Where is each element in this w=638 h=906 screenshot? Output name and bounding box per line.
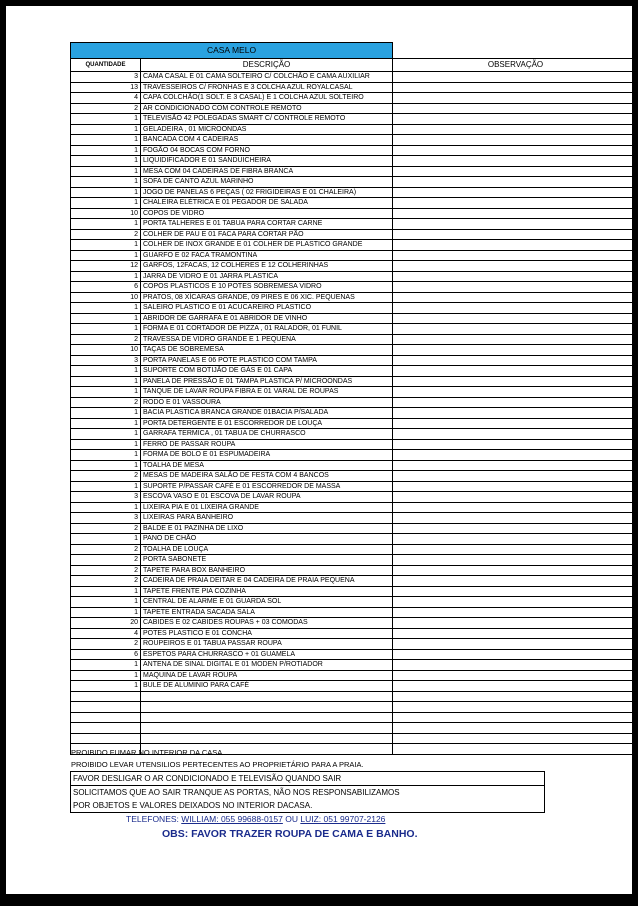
item-observation — [393, 397, 638, 408]
item-description: SOFA DE CANTO AZUL MARINHO — [141, 177, 393, 188]
item-row — [71, 82, 638, 93]
item-quantity: 3 — [71, 72, 141, 83]
item-observation — [393, 523, 638, 534]
item-row — [71, 681, 638, 692]
item-row — [71, 460, 638, 471]
item-description: PANELA DE PRESSÃO E 01 TAMPA PLASTICA P/ MICROONDAS — [141, 376, 393, 387]
item-observation — [393, 513, 638, 524]
inventory-page — [6, 6, 632, 894]
item-quantity: 6 — [71, 282, 141, 293]
item-description: BALDE E 01 PAZINHA DE LIXO — [141, 523, 393, 534]
item-observation — [393, 723, 638, 734]
item-row — [71, 282, 638, 293]
item-description: ESCOVA VASO E 01 ESCOVA DE LAVAR ROUPA — [141, 492, 393, 503]
item-observation — [393, 429, 638, 440]
item-observation — [393, 534, 638, 545]
item-quantity — [71, 712, 141, 723]
item-row — [71, 534, 638, 545]
item-row — [71, 93, 638, 104]
item-observation — [393, 691, 638, 702]
item-row — [71, 660, 638, 671]
item-observation — [393, 177, 638, 188]
item-quantity: 3 — [71, 492, 141, 503]
item-quantity: 1 — [71, 156, 141, 167]
item-description: COLHER DE INOX GRANDE E 01 COLHER DE PLASTICO GRANDE — [141, 240, 393, 251]
item-quantity: 4 — [71, 93, 141, 104]
item-row — [71, 492, 638, 503]
item-observation — [393, 607, 638, 618]
item-row — [71, 618, 638, 629]
item-quantity: 1 — [71, 303, 141, 314]
item-quantity: 1 — [71, 439, 141, 450]
item-quantity: 1 — [71, 114, 141, 125]
item-observation — [393, 639, 638, 650]
item-row — [71, 229, 638, 240]
item-description: PORTA PANELAS E 06 POTE PLASTICO COM TAMPA — [141, 355, 393, 366]
item-description: POTES PLASTICO E 01 CONCHA — [141, 628, 393, 639]
item-row — [71, 313, 638, 324]
item-description: ESPETOS PARA CHURRASCO + 01 GUAMELA — [141, 649, 393, 660]
item-quantity: 1 — [71, 607, 141, 618]
item-quantity: 1 — [71, 376, 141, 387]
item-description — [141, 691, 393, 702]
phones-label: TELEFONES: — [126, 814, 181, 824]
item-description: AR CONDICIONADO COM CONTROLE REMOTO — [141, 103, 393, 114]
item-description: CAMA CASAL E 01 CAMA SOLTEIRO C/ COLCHÃO E CAMA AUXILIAR — [141, 72, 393, 83]
item-row — [71, 103, 638, 114]
item-description: PORTA TALHERES E 01 TABUA PARA CORTAR CARNE — [141, 219, 393, 230]
item-observation — [393, 124, 638, 135]
notice-box — [70, 771, 545, 813]
item-observation — [393, 471, 638, 482]
item-description: CHALEIRA ELÉTRICA E 01 PEGADOR DE SALADA — [141, 198, 393, 209]
item-quantity: 1 — [71, 450, 141, 461]
notes-section — [70, 747, 546, 813]
item-description: TAPETE FRENTE PIA COZINHA — [141, 586, 393, 597]
item-observation — [393, 334, 638, 345]
item-observation — [393, 376, 638, 387]
item-observation — [393, 712, 638, 723]
item-row — [71, 670, 638, 681]
item-row — [71, 481, 638, 492]
item-row — [71, 366, 638, 377]
item-row — [71, 418, 638, 429]
item-quantity: 1 — [71, 366, 141, 377]
item-observation — [393, 544, 638, 555]
item-row — [71, 334, 638, 345]
item-description: MESA COM 04 CADEIRAS DE FIBRA BRANCA — [141, 166, 393, 177]
item-row — [71, 114, 638, 125]
item-observation — [393, 240, 638, 251]
item-row — [71, 187, 638, 198]
item-description: TOALHA DE MESA — [141, 460, 393, 471]
item-quantity: 20 — [71, 618, 141, 629]
header-row — [71, 59, 638, 72]
item-description — [141, 712, 393, 723]
william-phone: WILLIAM: 055 99688-0157 — [181, 814, 283, 824]
item-row — [71, 450, 638, 461]
item-quantity: 10 — [71, 208, 141, 219]
item-description: COPOS DE VIDRO — [141, 208, 393, 219]
item-observation — [393, 576, 638, 587]
item-description: MAQUINA DE LAVAR ROUPA — [141, 670, 393, 681]
luiz-phone: LUIZ: 051 99707-2126 — [300, 814, 385, 824]
item-row — [71, 303, 638, 314]
item-observation — [393, 492, 638, 503]
item-quantity: 1 — [71, 219, 141, 230]
item-description: CADEIRA DE PRAIA DEITAR E 04 CADEIRA DE PRAIA PEQUENA — [141, 576, 393, 587]
item-row — [71, 607, 638, 618]
item-observation — [393, 93, 638, 104]
item-observation — [393, 261, 638, 272]
item-row — [71, 429, 638, 440]
item-observation — [393, 355, 638, 366]
item-description: TAPETE ENTRADA SACADA SALA — [141, 607, 393, 618]
header-description: DESCRIÇÃO — [141, 59, 393, 72]
item-quantity: 1 — [71, 250, 141, 261]
item-description: GUARFO E 02 FACA TRAMONTINA — [141, 250, 393, 261]
item-observation — [393, 565, 638, 576]
item-row — [71, 198, 638, 209]
item-observation — [393, 72, 638, 83]
item-row — [71, 124, 638, 135]
item-quantity: 1 — [71, 408, 141, 419]
item-description: ANTENA DE SINAL DIGITAL E 01 MODEN P/ROTIADOR — [141, 660, 393, 671]
item-observation — [393, 628, 638, 639]
title-blank-cell — [393, 43, 638, 59]
item-description: SUPORTE COM BOTIJÃO DE GÁS E 01 CAPA — [141, 366, 393, 377]
item-description — [141, 702, 393, 713]
no-smoking-note: PROIBIDO FUMAR NO INTERIOR DA CASA — [70, 747, 546, 759]
item-quantity: 1 — [71, 429, 141, 440]
item-observation — [393, 366, 638, 377]
item-observation — [393, 481, 638, 492]
item-quantity: 1 — [71, 145, 141, 156]
item-observation — [393, 114, 638, 125]
item-quantity: 1 — [71, 313, 141, 324]
item-observation — [393, 198, 638, 209]
item-quantity — [71, 723, 141, 734]
item-quantity: 2 — [71, 523, 141, 534]
item-description — [141, 733, 393, 744]
item-row — [71, 345, 638, 356]
item-quantity: 1 — [71, 418, 141, 429]
no-utensils-note: PROIBIDO LEVAR UTENSILIOS PERTECENTES AO PROPRIETÁRIO PARA A PRAIA. — [70, 759, 546, 771]
bedding-note: OBS: FAVOR TRAZER ROUPA DE CAMA E BANHO. — [162, 828, 418, 840]
item-row — [71, 597, 638, 608]
empty-row — [71, 691, 638, 702]
liability-notice: POR OBJETOS E VALORES DEIXADOS NO INTERIOR DACASA. — [71, 799, 544, 812]
item-observation — [393, 156, 638, 167]
item-observation — [393, 187, 638, 198]
item-description: PRATOS, 08 XÍCARAS GRANDE, 09 PIRES E 06 XIC. PEQUENAS — [141, 292, 393, 303]
item-quantity — [71, 702, 141, 713]
item-row — [71, 250, 638, 261]
item-description: PORTA DETERGENTE E 01 ESCORREDOR DE LOUÇA — [141, 418, 393, 429]
item-row — [71, 376, 638, 387]
item-observation — [393, 660, 638, 671]
item-quantity: 2 — [71, 229, 141, 240]
item-quantity: 2 — [71, 544, 141, 555]
item-row — [71, 439, 638, 450]
item-quantity: 4 — [71, 628, 141, 639]
item-row — [71, 586, 638, 597]
item-observation — [393, 135, 638, 146]
item-description: PORTA SABONETE — [141, 555, 393, 566]
item-description: TANQUE DE LAVAR ROUPA FIBRA E 01 VARAL DE ROUPAS — [141, 387, 393, 398]
item-description: TRAVESSEIROS C/ FRONHAS E 3 COLCHA AZUL ROYALCASAL — [141, 82, 393, 93]
item-observation — [393, 555, 638, 566]
item-quantity: 2 — [71, 565, 141, 576]
item-description: FERRO DE PASSAR ROUPA — [141, 439, 393, 450]
empty-row — [71, 712, 638, 723]
item-description: CENTRAL DE ALARME E 01 GUARDA SOL — [141, 597, 393, 608]
item-observation — [393, 166, 638, 177]
item-observation — [393, 702, 638, 713]
item-observation — [393, 345, 638, 356]
item-quantity: 2 — [71, 103, 141, 114]
item-row — [71, 261, 638, 272]
item-quantity — [71, 691, 141, 702]
item-observation — [393, 450, 638, 461]
item-observation — [393, 324, 638, 335]
item-observation — [393, 145, 638, 156]
item-quantity: 1 — [71, 460, 141, 471]
title-row — [71, 43, 638, 59]
item-quantity: 2 — [71, 639, 141, 650]
item-description: LIXEIRA PIA E 01 LIXEIRA GRANDE — [141, 502, 393, 513]
item-description: BACIA PLASTICA BRANCA GRANDE 01BACIA P/SALADA — [141, 408, 393, 419]
item-description: COPOS PLASTICOS E 10 POTES SOBREMESA VIDRO — [141, 282, 393, 293]
inventory-table — [70, 42, 638, 755]
item-row — [71, 649, 638, 660]
item-description: CAPA COLCHÃO(1 SOLT. E 3 CASAL) E 1 COLCHA AZUL SOLTEIRO — [141, 93, 393, 104]
item-description — [141, 723, 393, 734]
item-row — [71, 471, 638, 482]
item-row — [71, 156, 638, 167]
item-description: TOALHA DE LOUÇA — [141, 544, 393, 555]
item-quantity: 13 — [71, 82, 141, 93]
item-description: COLHER DE PAU E 01 FACA PARA CORTAR PÃO — [141, 229, 393, 240]
item-row — [71, 639, 638, 650]
item-description: GARRAFA TERMICA , 01 TABUA DE CHURRASCO — [141, 429, 393, 440]
item-observation — [393, 250, 638, 261]
item-row — [71, 628, 638, 639]
item-description: GELADEIRA , 01 MICROONDAS — [141, 124, 393, 135]
item-description: SUPORTE P/PASSAR CAFÉ E 01 ESCORREDOR DE MASSA — [141, 481, 393, 492]
item-quantity: 1 — [71, 681, 141, 692]
item-observation — [393, 313, 638, 324]
item-observation — [393, 103, 638, 114]
item-quantity: 2 — [71, 471, 141, 482]
item-row — [71, 544, 638, 555]
item-observation — [393, 303, 638, 314]
item-quantity: 2 — [71, 397, 141, 408]
item-description: RODO E 01 VASSOURA — [141, 397, 393, 408]
item-quantity: 10 — [71, 345, 141, 356]
item-quantity: 1 — [71, 135, 141, 146]
item-description: BULE DE ALUMINIO PARA CAFÉ — [141, 681, 393, 692]
item-row — [71, 387, 638, 398]
item-row — [71, 397, 638, 408]
item-row — [71, 502, 638, 513]
item-quantity: 1 — [71, 271, 141, 282]
item-quantity: 1 — [71, 481, 141, 492]
empty-row — [71, 733, 638, 744]
empty-row — [71, 723, 638, 734]
ac-tv-notice: FAVOR DESLIGAR O AR CONDICIONADO E TELEVISÃO QUANDO SAIR — [71, 772, 544, 786]
item-observation — [393, 681, 638, 692]
item-row — [71, 208, 638, 219]
item-observation — [393, 618, 638, 629]
item-description: TRAVESSA DE VIDRO GRANDE E 1 PEQUENA — [141, 334, 393, 345]
item-row — [71, 408, 638, 419]
item-row — [71, 555, 638, 566]
item-row — [71, 166, 638, 177]
header-quantity: QUANTIDADE — [71, 59, 141, 72]
item-observation — [393, 408, 638, 419]
item-observation — [393, 418, 638, 429]
item-description: LIQUIDIFICADOR E 01 SANDUICHEIRA — [141, 156, 393, 167]
item-observation — [393, 586, 638, 597]
item-description: ROUPEIROS E 01 TABUA PASSAR ROUPA — [141, 639, 393, 650]
item-description: TAÇAS DE SOBREMESA — [141, 345, 393, 356]
item-row — [71, 565, 638, 576]
item-quantity: 1 — [71, 177, 141, 188]
item-description: FOGÃO 04 BOCAS COM FORNO — [141, 145, 393, 156]
item-description: FORMA DE BOLO E 01 ESPUMADEIRA — [141, 450, 393, 461]
item-quantity: 2 — [71, 555, 141, 566]
item-row — [71, 271, 638, 282]
item-description: TAPETE PARA BOX BANHEIRO — [141, 565, 393, 576]
item-observation — [393, 229, 638, 240]
item-quantity: 1 — [71, 166, 141, 177]
item-quantity: 1 — [71, 670, 141, 681]
house-title: CASA MELO — [71, 43, 393, 59]
item-row — [71, 292, 638, 303]
item-description: MESAS DE MADEIRA SALÃO DE FESTA COM 4 BANCOS — [141, 471, 393, 482]
item-quantity: 1 — [71, 534, 141, 545]
item-observation — [393, 460, 638, 471]
item-description: CABIDES E 02 CABIDES ROUPAS + 03 COMODAS — [141, 618, 393, 629]
item-quantity: 1 — [71, 324, 141, 335]
item-description: PANO DE CHÃO — [141, 534, 393, 545]
item-observation — [393, 439, 638, 450]
item-description: BANCADA COM 4 CADEIRAS — [141, 135, 393, 146]
empty-row — [71, 702, 638, 713]
item-observation — [393, 292, 638, 303]
item-quantity: 1 — [71, 586, 141, 597]
item-observation — [393, 82, 638, 93]
item-row — [71, 576, 638, 587]
item-description: LIXEIRAS PARA BANHEIRO — [141, 513, 393, 524]
item-description: TELEVISÃO 42 POLEGADAS SMART C/ CONTROLE REMOTO — [141, 114, 393, 125]
item-quantity: 6 — [71, 649, 141, 660]
item-observation — [393, 733, 638, 744]
item-observation — [393, 282, 638, 293]
phones-separator: OU — [283, 814, 300, 824]
item-quantity: 2 — [71, 334, 141, 345]
item-quantity: 3 — [71, 355, 141, 366]
header-observation: OBSERVAÇÃO — [393, 59, 638, 72]
item-observation — [393, 649, 638, 660]
item-quantity: 1 — [71, 240, 141, 251]
item-description: ABRIDOR DE GARRAFA E 01 ABRIDOR DE VINHO — [141, 313, 393, 324]
item-row — [71, 513, 638, 524]
item-observation — [393, 271, 638, 282]
item-row — [71, 135, 638, 146]
item-quantity: 10 — [71, 292, 141, 303]
item-row — [71, 219, 638, 230]
lock-doors-notice: SOLICITAMOS QUE AO SAIR TRANQUE AS PORTAS, NÃO NOS RESPONSABILIZAMOS — [71, 786, 544, 799]
item-description: JARRA DE VIDRO E 01 JARRA PLASTICA — [141, 271, 393, 282]
item-description: JOGO DE PANELAS 6 PEÇAS ( 02 FRIGIDEIRAS E 01 CHALEIRA) — [141, 187, 393, 198]
item-quantity: 1 — [71, 387, 141, 398]
item-quantity: 1 — [71, 187, 141, 198]
item-observation — [393, 597, 638, 608]
item-description: SALEIRO PLASTICO E 01 ACUCAREIRO PLASTICO — [141, 303, 393, 314]
item-row — [71, 240, 638, 251]
item-row — [71, 72, 638, 83]
item-observation — [393, 208, 638, 219]
item-quantity: 1 — [71, 198, 141, 209]
item-quantity: 1 — [71, 502, 141, 513]
item-description: GARFOS, 12FACAS, 12 COLHERES E 12 COLHERINHAS — [141, 261, 393, 272]
item-observation — [393, 502, 638, 513]
item-quantity: 1 — [71, 597, 141, 608]
item-quantity — [71, 733, 141, 744]
item-row — [71, 523, 638, 534]
item-observation — [393, 219, 638, 230]
item-row — [71, 324, 638, 335]
item-quantity: 1 — [71, 660, 141, 671]
item-row — [71, 355, 638, 366]
item-row — [71, 177, 638, 188]
item-quantity: 2 — [71, 576, 141, 587]
item-description: FORMA E 01 CORTADOR DE PIZZA , 01 RALADOR, 01 FUNIL — [141, 324, 393, 335]
item-quantity: 12 — [71, 261, 141, 272]
item-quantity: 1 — [71, 124, 141, 135]
item-quantity: 3 — [71, 513, 141, 524]
phone-contacts — [126, 814, 506, 824]
item-row — [71, 145, 638, 156]
item-observation — [393, 670, 638, 681]
item-observation — [393, 387, 638, 398]
